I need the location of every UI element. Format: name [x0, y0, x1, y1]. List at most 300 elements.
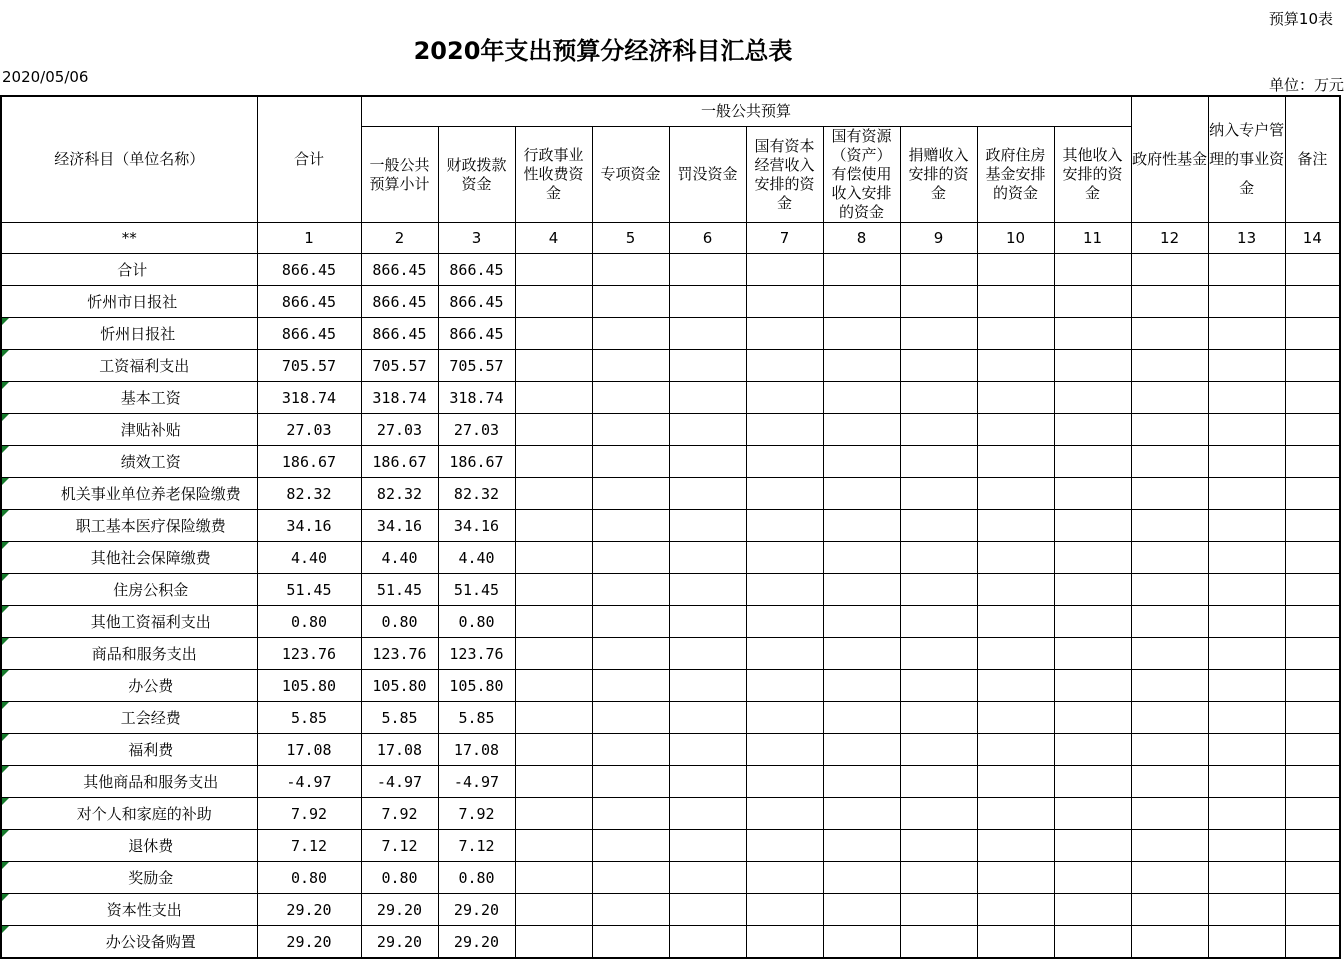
header-general-public-budget-group: 一般公共预算 [361, 96, 1131, 127]
green-corner-marker-icon [2, 766, 9, 773]
empty-cell [823, 350, 900, 382]
empty-cell [977, 670, 1054, 702]
empty-cell [515, 830, 592, 862]
subheader-col-7: 国有资本经营收入安排的资金 [746, 127, 823, 223]
empty-cell [592, 478, 669, 510]
empty-cell [1208, 926, 1285, 959]
value-cell: 27.03 [438, 414, 515, 446]
value-cell: 0.80 [438, 606, 515, 638]
empty-cell [1131, 446, 1208, 478]
value-cell: 82.32 [361, 478, 438, 510]
empty-cell [1131, 254, 1208, 286]
empty-cell [515, 798, 592, 830]
empty-cell [1208, 670, 1285, 702]
value-cell: 186.67 [257, 446, 361, 478]
empty-cell [977, 510, 1054, 542]
empty-cell [515, 318, 592, 350]
empty-cell [977, 478, 1054, 510]
value-cell: 0.80 [257, 862, 361, 894]
row-label: 合计 [1, 254, 257, 286]
empty-cell [1131, 542, 1208, 574]
empty-cell [592, 414, 669, 446]
empty-cell [823, 766, 900, 798]
empty-cell [1131, 894, 1208, 926]
empty-cell [1285, 542, 1340, 574]
empty-cell [669, 734, 746, 766]
value-cell: 5.85 [361, 702, 438, 734]
empty-cell [1131, 798, 1208, 830]
empty-cell [746, 510, 823, 542]
row-label: 忻州日报社 [1, 318, 257, 350]
empty-cell [746, 798, 823, 830]
empty-cell [669, 318, 746, 350]
index-cell-8: 8 [823, 223, 900, 254]
empty-cell [977, 382, 1054, 414]
empty-cell [1054, 926, 1131, 959]
value-cell: 7.92 [438, 798, 515, 830]
empty-cell [1054, 638, 1131, 670]
table-row [1, 286, 1340, 318]
empty-cell [1285, 926, 1340, 959]
table-body [1, 254, 1340, 959]
empty-cell [1208, 286, 1285, 318]
empty-cell [900, 574, 977, 606]
empty-cell [1054, 382, 1131, 414]
value-cell: 82.32 [257, 478, 361, 510]
value-cell: 51.45 [361, 574, 438, 606]
value-cell: 4.40 [361, 542, 438, 574]
table-header [1, 96, 1340, 254]
index-cell-7: 7 [746, 223, 823, 254]
index-cell-12: 12 [1131, 223, 1208, 254]
green-corner-marker-icon [2, 862, 9, 869]
value-cell: 34.16 [438, 510, 515, 542]
row-label: 工会经费 [1, 702, 257, 734]
empty-cell [1131, 382, 1208, 414]
row-label: 商品和服务支出 [1, 638, 257, 670]
green-corner-marker-icon [2, 830, 9, 837]
empty-cell [1285, 766, 1340, 798]
empty-cell [1285, 574, 1340, 606]
empty-cell [1285, 798, 1340, 830]
empty-cell [823, 446, 900, 478]
value-cell: 0.80 [438, 862, 515, 894]
value-cell: 82.32 [438, 478, 515, 510]
empty-cell [900, 734, 977, 766]
empty-cell [669, 414, 746, 446]
empty-cell [900, 478, 977, 510]
empty-cell [746, 670, 823, 702]
index-cell-4: 4 [515, 223, 592, 254]
empty-cell [592, 638, 669, 670]
index-cell-subject: ** [1, 223, 257, 254]
page-title: 2020年支出预算分经济科目汇总表 [413, 37, 793, 65]
empty-cell [592, 318, 669, 350]
value-cell: 123.76 [361, 638, 438, 670]
value-cell: 17.08 [438, 734, 515, 766]
value-cell: 318.74 [361, 382, 438, 414]
green-corner-marker-icon [2, 542, 9, 549]
empty-cell [977, 734, 1054, 766]
table-row [1, 766, 1340, 798]
empty-cell [977, 542, 1054, 574]
empty-cell [592, 286, 669, 318]
empty-cell [669, 766, 746, 798]
budget-summary-table [0, 95, 1341, 959]
table-row [1, 446, 1340, 478]
empty-cell [823, 670, 900, 702]
table-row [1, 734, 1340, 766]
empty-cell [1054, 574, 1131, 606]
subheader-col-6: 罚没资金 [669, 127, 746, 223]
value-cell: 17.08 [361, 734, 438, 766]
empty-cell [1285, 510, 1340, 542]
table-row [1, 478, 1340, 510]
empty-cell [977, 446, 1054, 478]
header-notes: 备注 [1285, 96, 1340, 223]
empty-cell [1208, 606, 1285, 638]
unit-label: 单位：万元 [1268, 76, 1344, 94]
empty-cell [823, 862, 900, 894]
row-label: 资本性支出 [1, 894, 257, 926]
empty-cell [1208, 734, 1285, 766]
empty-cell [1054, 414, 1131, 446]
row-label: 其他商品和服务支出 [1, 766, 257, 798]
empty-cell [977, 574, 1054, 606]
value-cell: 866.45 [438, 286, 515, 318]
empty-cell [746, 382, 823, 414]
empty-cell [592, 926, 669, 959]
empty-cell [900, 670, 977, 702]
empty-cell [1054, 670, 1131, 702]
empty-cell [1131, 830, 1208, 862]
row-label: 忻州市日报社 [1, 286, 257, 318]
value-cell: 17.08 [257, 734, 361, 766]
green-corner-marker-icon [2, 446, 9, 453]
row-label: 其他工资福利支出 [1, 606, 257, 638]
empty-cell [900, 766, 977, 798]
empty-cell [592, 862, 669, 894]
empty-cell [823, 734, 900, 766]
empty-cell [592, 254, 669, 286]
empty-cell [515, 702, 592, 734]
empty-cell [746, 734, 823, 766]
value-cell: 7.12 [361, 830, 438, 862]
empty-cell [1131, 862, 1208, 894]
empty-cell [1054, 286, 1131, 318]
empty-cell [592, 510, 669, 542]
empty-cell [746, 446, 823, 478]
empty-cell [823, 638, 900, 670]
subheader-col-8: 国有资源（资产）有偿使用收入安排的资金 [823, 127, 900, 223]
empty-cell [515, 766, 592, 798]
value-cell: 5.85 [257, 702, 361, 734]
green-corner-marker-icon [2, 926, 9, 933]
empty-cell [977, 926, 1054, 959]
empty-cell [1285, 862, 1340, 894]
empty-cell [1285, 478, 1340, 510]
value-cell: 34.16 [361, 510, 438, 542]
row-label: 津贴补贴 [1, 414, 257, 446]
row-label: 办公费 [1, 670, 257, 702]
empty-cell [746, 862, 823, 894]
empty-cell [1285, 670, 1340, 702]
empty-cell [900, 638, 977, 670]
empty-cell [669, 894, 746, 926]
empty-cell [515, 670, 592, 702]
empty-cell [592, 798, 669, 830]
empty-cell [1131, 574, 1208, 606]
green-corner-marker-icon [2, 734, 9, 741]
empty-cell [1208, 638, 1285, 670]
table-row [1, 606, 1340, 638]
empty-cell [1208, 574, 1285, 606]
value-cell: 34.16 [257, 510, 361, 542]
empty-cell [669, 702, 746, 734]
empty-cell [669, 542, 746, 574]
table-row [1, 350, 1340, 382]
empty-cell [823, 798, 900, 830]
empty-cell [1208, 446, 1285, 478]
empty-cell [1054, 510, 1131, 542]
green-corner-marker-icon [2, 382, 9, 389]
header-government-fund: 政府性基金 [1131, 96, 1208, 223]
empty-cell [746, 254, 823, 286]
value-cell: 29.20 [361, 926, 438, 959]
index-cell-2: 2 [361, 223, 438, 254]
index-cell-1: 1 [257, 223, 361, 254]
empty-cell [1285, 734, 1340, 766]
empty-cell [1208, 542, 1285, 574]
empty-cell [900, 254, 977, 286]
green-corner-marker-icon [2, 510, 9, 517]
empty-cell [592, 542, 669, 574]
value-cell: 7.12 [438, 830, 515, 862]
empty-cell [515, 478, 592, 510]
green-corner-marker-icon [2, 638, 9, 645]
empty-cell [823, 254, 900, 286]
table-row [1, 414, 1340, 446]
value-cell: 123.76 [438, 638, 515, 670]
empty-cell [823, 542, 900, 574]
empty-cell [1285, 318, 1340, 350]
empty-cell [1208, 830, 1285, 862]
empty-cell [746, 574, 823, 606]
empty-cell [592, 734, 669, 766]
empty-cell [746, 766, 823, 798]
table-row [1, 382, 1340, 414]
value-cell: 866.45 [257, 286, 361, 318]
empty-cell [900, 350, 977, 382]
empty-cell [1131, 286, 1208, 318]
empty-cell [669, 510, 746, 542]
empty-cell [977, 798, 1054, 830]
subheader-col-11: 其他收入安排的资金 [1054, 127, 1131, 223]
value-cell: 123.76 [257, 638, 361, 670]
empty-cell [1285, 286, 1340, 318]
empty-cell [900, 830, 977, 862]
table-row [1, 798, 1340, 830]
table-row [1, 318, 1340, 350]
green-corner-marker-icon [2, 670, 9, 677]
empty-cell [1131, 478, 1208, 510]
green-corner-marker-icon [2, 702, 9, 709]
empty-cell [592, 606, 669, 638]
empty-cell [746, 542, 823, 574]
empty-cell [977, 414, 1054, 446]
empty-cell [1054, 446, 1131, 478]
value-cell: -4.97 [438, 766, 515, 798]
value-cell: 4.40 [257, 542, 361, 574]
empty-cell [977, 862, 1054, 894]
value-cell: 866.45 [438, 254, 515, 286]
row-label: 其他社会保障缴费 [1, 542, 257, 574]
green-corner-marker-icon [2, 478, 9, 485]
row-label: 基本工资 [1, 382, 257, 414]
green-corner-marker-icon [2, 574, 9, 581]
table-row [1, 894, 1340, 926]
empty-cell [977, 606, 1054, 638]
empty-cell [515, 894, 592, 926]
empty-cell [977, 638, 1054, 670]
empty-cell [746, 414, 823, 446]
empty-cell [823, 318, 900, 350]
empty-cell [1054, 254, 1131, 286]
empty-cell [900, 862, 977, 894]
index-cell-9: 9 [900, 223, 977, 254]
empty-cell [1054, 542, 1131, 574]
sheet-number-label: 预算10表 [1268, 10, 1333, 28]
green-corner-marker-icon [2, 798, 9, 805]
index-cell-14: 14 [1285, 223, 1340, 254]
empty-cell [746, 318, 823, 350]
empty-cell [1285, 414, 1340, 446]
empty-cell [977, 254, 1054, 286]
empty-cell [1131, 318, 1208, 350]
green-corner-marker-icon [2, 350, 9, 357]
empty-cell [977, 702, 1054, 734]
empty-cell [746, 638, 823, 670]
index-cell-13: 13 [1208, 223, 1285, 254]
row-label: 机关事业单位养老保险缴费 [1, 478, 257, 510]
empty-cell [1285, 830, 1340, 862]
empty-cell [515, 446, 592, 478]
empty-cell [1208, 510, 1285, 542]
empty-cell [977, 766, 1054, 798]
empty-cell [515, 542, 592, 574]
index-cell-6: 6 [669, 223, 746, 254]
empty-cell [1285, 350, 1340, 382]
empty-cell [1208, 894, 1285, 926]
row-label: 对个人和家庭的补助 [1, 798, 257, 830]
value-cell: 7.12 [257, 830, 361, 862]
value-cell: -4.97 [257, 766, 361, 798]
empty-cell [515, 734, 592, 766]
empty-cell [515, 574, 592, 606]
empty-cell [592, 382, 669, 414]
empty-cell [515, 638, 592, 670]
value-cell: -4.97 [361, 766, 438, 798]
empty-cell [515, 606, 592, 638]
empty-cell [823, 414, 900, 446]
empty-cell [977, 350, 1054, 382]
empty-cell [515, 286, 592, 318]
empty-cell [1054, 318, 1131, 350]
value-cell: 27.03 [257, 414, 361, 446]
empty-cell [900, 510, 977, 542]
header-economic-subject: 经济科目（单位名称） [1, 96, 257, 223]
report-date: 2020/05/06 [2, 68, 89, 86]
subheader-col-3: 财政拨款资金 [438, 127, 515, 223]
empty-cell [592, 446, 669, 478]
empty-cell [900, 542, 977, 574]
index-cell-11: 11 [1054, 223, 1131, 254]
empty-cell [1285, 446, 1340, 478]
value-cell: 27.03 [361, 414, 438, 446]
empty-cell [823, 702, 900, 734]
empty-cell [1285, 606, 1340, 638]
index-cell-10: 10 [977, 223, 1054, 254]
empty-cell [823, 606, 900, 638]
empty-cell [1285, 254, 1340, 286]
value-cell: 29.20 [361, 894, 438, 926]
empty-cell [746, 926, 823, 959]
row-label: 办公设备购置 [1, 926, 257, 959]
green-corner-marker-icon [2, 894, 9, 901]
value-cell: 318.74 [438, 382, 515, 414]
table-row [1, 926, 1340, 959]
header-special-account-fund: 纳入专户管理的事业资金 [1208, 96, 1285, 223]
subheader-col-2: 一般公共预算小计 [361, 127, 438, 223]
empty-cell [592, 766, 669, 798]
empty-cell [823, 926, 900, 959]
value-cell: 318.74 [257, 382, 361, 414]
empty-cell [669, 926, 746, 959]
empty-cell [1131, 702, 1208, 734]
empty-cell [1208, 382, 1285, 414]
green-corner-marker-icon [2, 606, 9, 613]
empty-cell [1285, 894, 1340, 926]
empty-cell [669, 286, 746, 318]
value-cell: 186.67 [438, 446, 515, 478]
empty-cell [1054, 702, 1131, 734]
subheader-col-10: 政府住房基金安排的资金 [977, 127, 1054, 223]
value-cell: 705.57 [361, 350, 438, 382]
subheader-col-4: 行政事业性收费资金 [515, 127, 592, 223]
empty-cell [1208, 414, 1285, 446]
row-label: 奖励金 [1, 862, 257, 894]
empty-cell [1285, 382, 1340, 414]
empty-cell [1131, 510, 1208, 542]
value-cell: 866.45 [257, 254, 361, 286]
header-row-column-indexes [1, 223, 1340, 254]
value-cell: 0.80 [257, 606, 361, 638]
row-label: 退休费 [1, 830, 257, 862]
value-cell: 0.80 [361, 862, 438, 894]
empty-cell [669, 798, 746, 830]
empty-cell [515, 926, 592, 959]
empty-cell [1285, 702, 1340, 734]
empty-cell [900, 702, 977, 734]
empty-cell [1054, 478, 1131, 510]
empty-cell [669, 830, 746, 862]
empty-cell [669, 446, 746, 478]
row-label: 福利费 [1, 734, 257, 766]
empty-cell [592, 574, 669, 606]
empty-cell [746, 830, 823, 862]
row-label: 职工基本医疗保险缴费 [1, 510, 257, 542]
empty-cell [1208, 862, 1285, 894]
